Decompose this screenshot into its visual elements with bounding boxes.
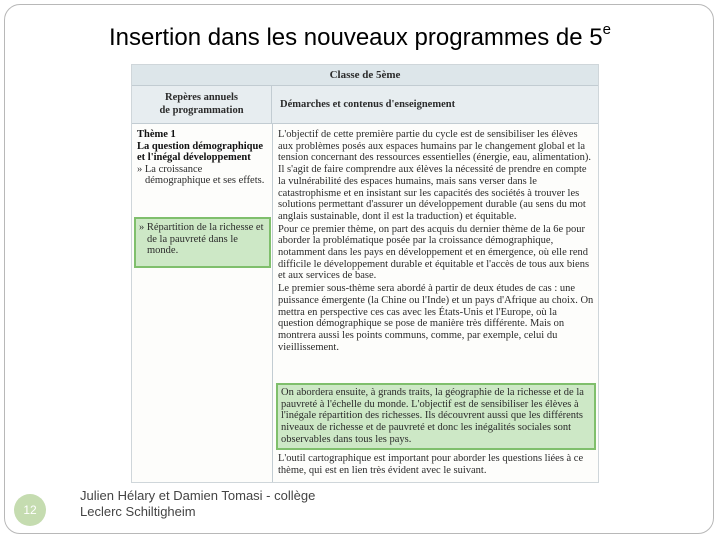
table-header-class: Classe de 5ème [132,65,598,86]
program-excerpt-table [131,64,599,483]
table-column-headers [132,86,598,124]
paragraph-cartography: L'outil cartographique est important pour aborder les questions liées à ce thème, qui est en lien très évident avec le suivant. [278,453,584,476]
paragraph-objectives: L'objectif de cette première partie du cycle est de sensibiliser les élèves aux problèmes posés aux espaces humains par le changement global et la tension concernant des ressources essentielles (énergie, eau, alimentation). Il s'agit de faire comprendre aux élèves la nécessité de prendre en compte la vulnérabilité des espaces humains, mais sans verser dans le catastrophisme et en insistant sur les capacités des sociétés à trouver les solutions permettant d'assurer un développement durable (au sens du mot anglais sustainable, dont il est la traduction) et équitable. [278,129,591,222]
slide-title: Insertion dans les nouveaux programmes de 5e [109,21,611,51]
title-superscript: e [602,21,611,38]
column-header-reperes: Repères annuels de programmation [132,86,272,123]
footer-school: Leclerc Schiltigheim [80,504,196,519]
footer-authors: Julien Hélary et Damien Tomasi - collège [80,488,316,503]
highlighted-subtheme-2: » Répartition de la richesse et de la pauvreté dans le monde. [134,217,271,268]
paragraph-first-theme: Pour ce premier thème, on part des acquis du dernier thème de la 6e pour aborder la problématique posée par la croissance démographique, notamment dans les pays en développement et en émergence, où elle rend difficile le développement durable et équitable et l'accès de tous aux biens et aux services de base. [278,223,590,282]
highlighted-paragraph-wealth: On abordera ensuite, à grands traits, la géographie de la richesse et de la pauvreté à l'échelle du monde. L'objectif est de sensibiliser les élèves à l'inégale répartition des richesses. Ils découvrent aussi que les différents niveaux de richesse et de pauvreté et donc les inégalités sociales sont observables dans tous les pays. [276,383,596,450]
theme-label: Thème 1 [137,129,176,140]
theme-column [137,129,269,187]
paragraph-case-studies: Le premier sous-thème sera abordé à partir de deux études de cas : une puissance émergente (la Chine ou l'Inde) et un pays d'Afrique au choix. On mettra en perspective ces cas avec les États-Unis et l'Europe, où la question démographique se pose de manière très différente. Mais on montrera aussi les points communs, comme, par exemple, celui du vieillissement. [278,283,594,353]
content-column [278,129,594,354]
column-divider [272,123,273,482]
column-header-demarches: Démarches et contenus d'enseignement [280,99,456,110]
subtheme-1: » La croissance démographique et ses effets. [137,163,265,187]
slide-footer [80,488,380,520]
page-number-badge: 12 [14,494,46,526]
theme-title: La question démographique et l'inégal développement [137,140,264,164]
